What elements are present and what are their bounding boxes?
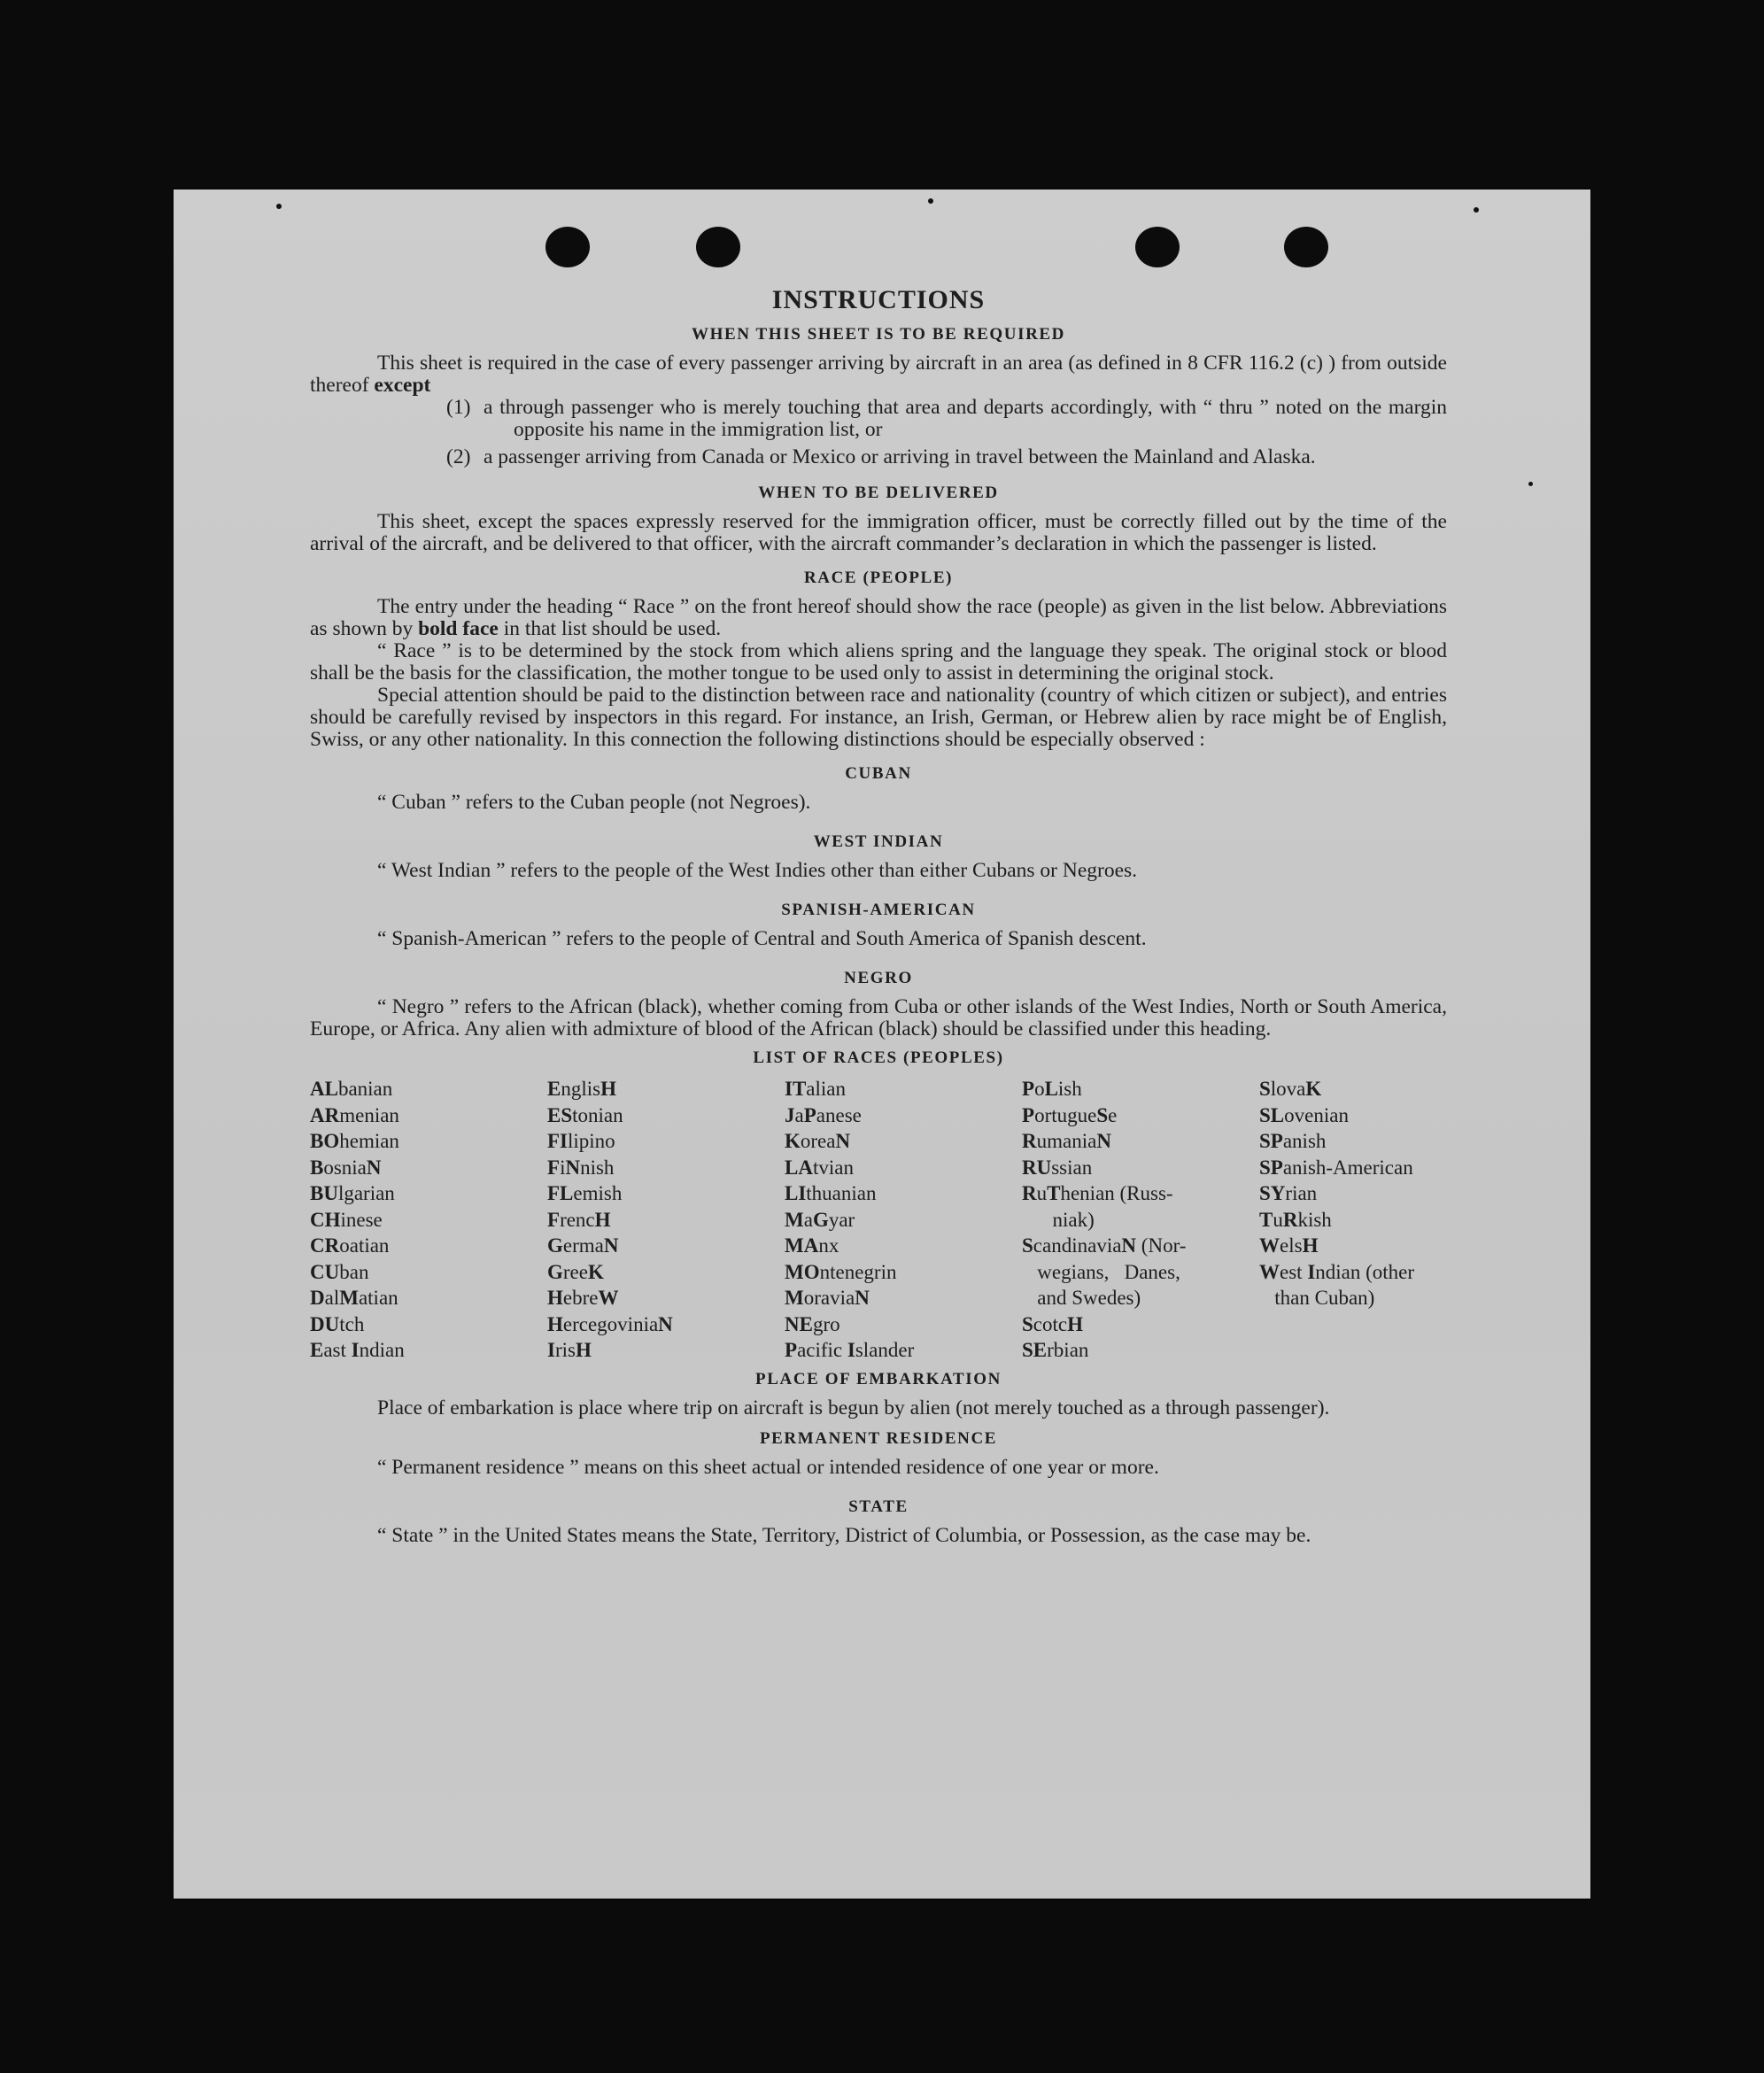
race-entry bbox=[785, 1259, 1022, 1286]
race-abbreviation: P bbox=[803, 1103, 816, 1126]
race-abbreviation: N bbox=[658, 1312, 673, 1335]
negro-text: “ Negro ” refers to the African (black), whether coming from Cuba or other islands of the West Indies, North or South America, Europe, or Africa. Any alien with admixture of blood of the African (black) should be classified under this heading. bbox=[310, 995, 1447, 1040]
delivered-text: This sheet, except the spaces expressly reserved for the immigration officer, must be correctly filled out by the time of the arrival of the aircraft, and be delivered to that officer, with the aircraft commander’s declaration in which the passenger is listed. bbox=[310, 510, 1447, 555]
race-abbreviation: T bbox=[1259, 1208, 1273, 1231]
race-entry bbox=[547, 1285, 785, 1311]
race-abbreviation: M bbox=[785, 1208, 804, 1231]
race-entry bbox=[785, 1102, 1022, 1129]
race-entry bbox=[1259, 1259, 1454, 1286]
race-abbreviation: K bbox=[1305, 1078, 1322, 1100]
race-text: nglis bbox=[561, 1078, 601, 1100]
race-paragraph-3: Special attention should be paid to the distinction between race and nationality (country of which citizen or subject), and entries should be carefully revised by inspectors in this regard. For instance, an Irish, German, or Hebrew alien by race might be of English, Swiss, or any other nationality. In this connection the following distinctions should be especially observed : bbox=[310, 684, 1447, 751]
race-text: ree bbox=[562, 1260, 588, 1283]
race-text: candinavia bbox=[1033, 1234, 1122, 1257]
race-text: menian bbox=[339, 1103, 399, 1126]
punch-hole bbox=[696, 227, 740, 267]
race-abbreviation: S bbox=[1022, 1312, 1033, 1335]
race-text: thuanian bbox=[806, 1182, 877, 1204]
race-text: henian (Russ- bbox=[1060, 1182, 1173, 1204]
race-abbreviation: B bbox=[310, 1156, 324, 1179]
punch-hole bbox=[545, 227, 590, 267]
race-abbreviation: N bbox=[835, 1130, 851, 1152]
race-abbreviation: RU bbox=[1022, 1156, 1052, 1179]
race-text: tch bbox=[339, 1312, 365, 1335]
residence-text: “ Permanent residence ” means on this sheet actual or intended residence of one year or more. bbox=[377, 1455, 1159, 1479]
race-entry bbox=[310, 1180, 547, 1207]
race-abbreviation: G bbox=[812, 1208, 829, 1231]
embarkation-text: Place of embarkation is place where trip on aircraft is begun by alien (not merely touched as a through passenger). bbox=[377, 1396, 1330, 1419]
race-entry bbox=[785, 1076, 1022, 1102]
heading-permanent-residence: PERMANENT RESIDENCE bbox=[759, 1428, 998, 1448]
race-abbreviation: I bbox=[547, 1339, 555, 1361]
race-abbreviation: H bbox=[547, 1287, 563, 1309]
race-entry bbox=[1022, 1337, 1259, 1364]
race-abbreviation: H bbox=[547, 1312, 563, 1335]
race-abbreviation: ES bbox=[547, 1103, 573, 1126]
heading-west-indian: WEST INDIAN bbox=[813, 832, 944, 851]
heading-spanish-american: SPANISH-AMERICAN bbox=[781, 901, 976, 919]
race-text: acific bbox=[797, 1339, 847, 1361]
race-abbreviation: L bbox=[1044, 1078, 1058, 1100]
exception-list bbox=[310, 397, 1447, 474]
punch-hole bbox=[1135, 227, 1180, 267]
race-entry bbox=[785, 1207, 1022, 1234]
race-abbreviation: CR bbox=[310, 1234, 340, 1257]
race-text: cotc bbox=[1033, 1312, 1068, 1335]
race-abbreviation: MA bbox=[785, 1234, 819, 1257]
race-text: lova bbox=[1270, 1078, 1306, 1100]
race-text: ssian bbox=[1051, 1156, 1093, 1179]
race-abbreviation: N bbox=[565, 1156, 581, 1179]
race-entry bbox=[1022, 1128, 1259, 1155]
race-abbreviation: AL bbox=[310, 1078, 338, 1100]
race-abbreviation: SY bbox=[1259, 1182, 1286, 1204]
exception-item bbox=[310, 397, 1447, 446]
race-abbreviation: FL bbox=[547, 1182, 574, 1204]
race-abbreviation: N bbox=[603, 1234, 619, 1257]
paper-speck bbox=[1528, 482, 1533, 486]
race-entry bbox=[1022, 1233, 1259, 1259]
race-entry bbox=[1259, 1207, 1454, 1234]
required-intro bbox=[310, 352, 1447, 397]
paper-speck bbox=[276, 204, 282, 209]
race-abbreviation: E bbox=[310, 1339, 324, 1361]
race-entry bbox=[785, 1337, 1022, 1364]
race-text: ortugue bbox=[1034, 1103, 1097, 1126]
race-abbreviation: W bbox=[598, 1287, 619, 1309]
race-entry bbox=[1259, 1233, 1454, 1259]
race-text: ast bbox=[323, 1339, 352, 1361]
race-abbreviation: T bbox=[1047, 1182, 1061, 1204]
race-text: nish bbox=[580, 1156, 615, 1179]
race-abbreviation: N bbox=[366, 1156, 382, 1179]
race-text: ebre bbox=[562, 1287, 599, 1309]
race-entry bbox=[547, 1180, 785, 1207]
race-text: erma bbox=[562, 1234, 604, 1257]
heading-negro: NEGRO bbox=[844, 969, 913, 987]
race-text: anese bbox=[816, 1103, 862, 1126]
race-abbreviation: AR bbox=[310, 1103, 340, 1126]
west-indian-text: “ West Indian ” refers to the people of the West Indies other than either Cubans or Negroes. bbox=[377, 859, 1138, 882]
race-abbreviation: CU bbox=[310, 1260, 340, 1283]
race-text: kish bbox=[1297, 1208, 1332, 1231]
heading-list-of-races: LIST OF RACES (PEOPLES) bbox=[753, 1048, 1004, 1067]
race-entry bbox=[1022, 1259, 1259, 1286]
race-entry bbox=[310, 1155, 547, 1181]
race-entry bbox=[1259, 1155, 1454, 1181]
race-column bbox=[1259, 1076, 1454, 1364]
race-abbreviation: R bbox=[1022, 1130, 1037, 1152]
race-abbreviation: SL bbox=[1259, 1103, 1285, 1126]
race-entry bbox=[1022, 1155, 1259, 1181]
race-text: els bbox=[1280, 1234, 1303, 1257]
race-text: nx bbox=[818, 1234, 839, 1257]
race-paragraph-2: “ Race ” is to be determined by the stock from which aliens spring and the language they speak. The original stock or blood shall be the basis for the classification, the mother tongue to be used only to assist in determining the original stock. bbox=[310, 639, 1447, 685]
race-entry bbox=[1259, 1102, 1454, 1129]
race-abbreviation: P bbox=[1022, 1103, 1035, 1126]
race-entry bbox=[1259, 1285, 1454, 1311]
heading-when-delivered: WHEN TO BE DELIVERED bbox=[758, 483, 999, 502]
race-abbreviation: NE bbox=[785, 1312, 813, 1335]
race-text: than Cuban) bbox=[1259, 1287, 1375, 1309]
race-abbreviation: N bbox=[1096, 1130, 1111, 1152]
heading-place-of-embarkation: PLACE OF EMBARKATION bbox=[755, 1369, 1002, 1388]
race-text: wegians, Danes, bbox=[1022, 1260, 1180, 1283]
race-entry bbox=[785, 1155, 1022, 1181]
race-entry bbox=[547, 1128, 785, 1155]
race-abbreviation: H bbox=[575, 1339, 592, 1361]
race-p1-bold: bold face bbox=[418, 617, 499, 640]
race-abbreviation: K bbox=[785, 1130, 801, 1152]
exception-text: a through passenger who is merely touching that area and departs accordingly, with “ thru ” noted on the margin opposite his name in the immigration list, or bbox=[484, 396, 1447, 441]
race-text: emish bbox=[573, 1182, 623, 1204]
race-text: osnia bbox=[323, 1156, 367, 1179]
race-text: ovenian bbox=[1284, 1103, 1349, 1126]
race-entry bbox=[1022, 1102, 1259, 1129]
race-abbreviation: M bbox=[339, 1287, 359, 1309]
race-abbreviation: R bbox=[1022, 1182, 1037, 1204]
race-entry bbox=[547, 1076, 785, 1102]
race-entry bbox=[785, 1233, 1022, 1259]
race-text: renc bbox=[560, 1208, 595, 1231]
race-text: rian bbox=[1285, 1182, 1318, 1204]
race-abbreviation: H bbox=[594, 1208, 611, 1231]
race-entry bbox=[785, 1311, 1022, 1338]
exception-number: (1) bbox=[446, 396, 471, 419]
race-abbreviation: S bbox=[1259, 1078, 1271, 1100]
race-text: atian bbox=[358, 1287, 398, 1309]
race-entry bbox=[1022, 1285, 1259, 1311]
race-entry bbox=[547, 1155, 785, 1181]
race-entry bbox=[547, 1259, 785, 1286]
race-text: o bbox=[1034, 1078, 1045, 1100]
race-abbreviation: SP bbox=[1259, 1156, 1283, 1179]
race-abbreviation: FI bbox=[547, 1130, 568, 1152]
race-entry bbox=[1259, 1076, 1454, 1102]
race-entry bbox=[310, 1102, 547, 1129]
race-paragraph-1 bbox=[310, 596, 1447, 640]
race-abbreviation: P bbox=[785, 1339, 798, 1361]
race-abbreviation: G bbox=[547, 1260, 563, 1283]
race-entry bbox=[1022, 1311, 1259, 1338]
race-abbreviation: LA bbox=[785, 1156, 813, 1179]
instructions-body bbox=[310, 285, 1447, 1547]
race-entry bbox=[547, 1311, 785, 1338]
race-abbreviation: F bbox=[547, 1208, 561, 1231]
race-abbreviation: BU bbox=[310, 1182, 338, 1204]
race-text: (Nor- bbox=[1136, 1234, 1187, 1257]
race-abbreviation: LI bbox=[785, 1182, 807, 1204]
race-text: u bbox=[1273, 1208, 1283, 1231]
race-text: ndian bbox=[359, 1339, 405, 1361]
race-text: a bbox=[803, 1208, 813, 1231]
race-abbreviation: N bbox=[855, 1287, 870, 1309]
race-column bbox=[547, 1076, 785, 1364]
race-text: rbian bbox=[1047, 1339, 1089, 1361]
race-text: umania bbox=[1036, 1130, 1097, 1152]
race-entry bbox=[310, 1076, 547, 1102]
race-abbreviation: IT bbox=[785, 1078, 807, 1100]
race-text: banian bbox=[337, 1078, 393, 1100]
race-entry bbox=[1259, 1128, 1454, 1155]
race-text: inese bbox=[340, 1208, 383, 1231]
race-abbreviation: H bbox=[1067, 1312, 1083, 1335]
race-text: a bbox=[794, 1103, 804, 1126]
heading-state: STATE bbox=[848, 1497, 909, 1516]
race-text: lipino bbox=[568, 1130, 615, 1152]
race-text: anish bbox=[1282, 1130, 1327, 1152]
race-abbreviation: BO bbox=[310, 1130, 340, 1152]
race-abbreviation: S bbox=[1022, 1234, 1033, 1257]
race-abbreviation: SP bbox=[1259, 1130, 1283, 1152]
race-abbreviation: H bbox=[1302, 1234, 1319, 1257]
race-text: oatian bbox=[339, 1234, 390, 1257]
race-abbreviation: I bbox=[847, 1339, 855, 1361]
race-entry bbox=[1022, 1180, 1259, 1207]
race-entry bbox=[547, 1207, 785, 1234]
race-entry bbox=[310, 1259, 547, 1286]
race-abbreviation: G bbox=[547, 1234, 563, 1257]
document-sheet bbox=[174, 190, 1590, 1899]
race-abbreviation: I bbox=[351, 1339, 360, 1361]
races-list bbox=[310, 1076, 1447, 1364]
race-entry bbox=[547, 1102, 785, 1129]
race-p1-text-b: in that list should be used. bbox=[503, 617, 722, 640]
race-text: gro bbox=[812, 1312, 840, 1335]
race-entry bbox=[547, 1337, 785, 1364]
race-text: yar bbox=[828, 1208, 855, 1231]
race-text: lgarian bbox=[337, 1182, 395, 1204]
race-text: est bbox=[1280, 1260, 1308, 1283]
exception-number: (2) bbox=[446, 445, 471, 468]
state-text: “ State ” in the United States means the State, Territory, District of Columbia, or Possession, as the case may be. bbox=[377, 1523, 1311, 1547]
race-abbreviation: M bbox=[785, 1287, 804, 1309]
race-entry bbox=[310, 1233, 547, 1259]
punch-hole bbox=[1284, 227, 1328, 267]
race-abbreviation: J bbox=[785, 1103, 795, 1126]
race-abbreviation: DU bbox=[310, 1312, 340, 1335]
race-text: tonian bbox=[572, 1103, 623, 1126]
race-column bbox=[785, 1076, 1022, 1364]
race-text: slander bbox=[855, 1339, 915, 1361]
exception-item bbox=[310, 446, 1447, 474]
page-title: INSTRUCTIONS bbox=[771, 285, 986, 314]
race-text: tvian bbox=[812, 1156, 854, 1179]
race-text: ercegovinia bbox=[562, 1312, 659, 1335]
race-abbreviation: P bbox=[1022, 1078, 1035, 1100]
race-p1-text-a: The entry under the heading “ Race ” on the front hereof should show the race (people) as given in the list below. Abbreviations as shown by bbox=[310, 595, 1447, 640]
race-text: e bbox=[1108, 1103, 1118, 1126]
heading-race: RACE (PEOPLE) bbox=[803, 569, 954, 587]
race-text: and Swedes) bbox=[1022, 1287, 1141, 1309]
race-text: niak) bbox=[1022, 1208, 1095, 1231]
race-text: ban bbox=[339, 1260, 369, 1283]
race-text: i bbox=[560, 1156, 566, 1179]
race-text: u bbox=[1036, 1182, 1048, 1204]
race-abbreviation: H bbox=[600, 1078, 616, 1100]
paper-speck bbox=[928, 198, 933, 204]
race-entry bbox=[785, 1285, 1022, 1311]
race-abbreviation: SE bbox=[1022, 1339, 1048, 1361]
race-text: al bbox=[324, 1287, 340, 1309]
race-abbreviation: R bbox=[1282, 1208, 1298, 1231]
race-abbreviation: N bbox=[1121, 1234, 1137, 1257]
race-entry bbox=[310, 1285, 547, 1311]
required-intro-text: This sheet is required in the case of every passenger arriving by aircraft in an area (as defined in 8 CFR 116.2 (c) ) from outside thereof bbox=[310, 352, 1447, 397]
race-text: ris bbox=[554, 1339, 576, 1361]
race-abbreviation: F bbox=[547, 1156, 561, 1179]
spanish-american-text: “ Spanish-American ” refers to the people of Central and South America of Spanish descent. bbox=[377, 927, 1147, 950]
race-text: alian bbox=[806, 1078, 846, 1100]
race-text: ntenegrin bbox=[819, 1260, 897, 1283]
race-entry bbox=[1022, 1076, 1259, 1102]
race-abbreviation: E bbox=[547, 1078, 561, 1100]
exception-text: a passenger arriving from Canada or Mexico or arriving in travel between the Mainland and Alaska. bbox=[484, 445, 1316, 468]
paper-speck bbox=[1474, 207, 1479, 213]
race-entry bbox=[785, 1128, 1022, 1155]
race-entry bbox=[547, 1233, 785, 1259]
race-abbreviation: D bbox=[310, 1287, 325, 1309]
race-entry bbox=[310, 1337, 547, 1364]
race-entry bbox=[1022, 1207, 1259, 1234]
race-text: oravia bbox=[803, 1287, 855, 1309]
race-column bbox=[1022, 1076, 1259, 1364]
required-intro-bold: except bbox=[374, 374, 431, 397]
race-column bbox=[310, 1076, 547, 1364]
race-entry bbox=[310, 1311, 547, 1338]
race-entry bbox=[310, 1128, 547, 1155]
race-abbreviation: MO bbox=[785, 1260, 820, 1283]
race-text: ndian (other bbox=[1315, 1260, 1415, 1283]
race-entry bbox=[785, 1180, 1022, 1207]
race-text: orea bbox=[800, 1130, 836, 1152]
race-abbreviation: W bbox=[1259, 1234, 1280, 1257]
race-abbreviation: W bbox=[1259, 1260, 1280, 1283]
cuban-text: “ Cuban ” refers to the Cuban people (not Negroes). bbox=[377, 791, 811, 814]
race-entry bbox=[1259, 1180, 1454, 1207]
race-text: ish bbox=[1057, 1078, 1082, 1100]
race-abbreviation: S bbox=[1096, 1103, 1109, 1126]
race-entry bbox=[310, 1207, 547, 1234]
race-abbreviation: I bbox=[1307, 1260, 1316, 1283]
race-abbreviation: K bbox=[587, 1260, 604, 1283]
race-text: anish-American bbox=[1282, 1156, 1413, 1179]
heading-cuban: CUBAN bbox=[845, 764, 912, 783]
race-abbreviation: CH bbox=[310, 1208, 341, 1231]
race-text: hemian bbox=[339, 1130, 399, 1152]
heading-when-required: WHEN THIS SHEET IS TO BE REQUIRED bbox=[691, 325, 1066, 344]
